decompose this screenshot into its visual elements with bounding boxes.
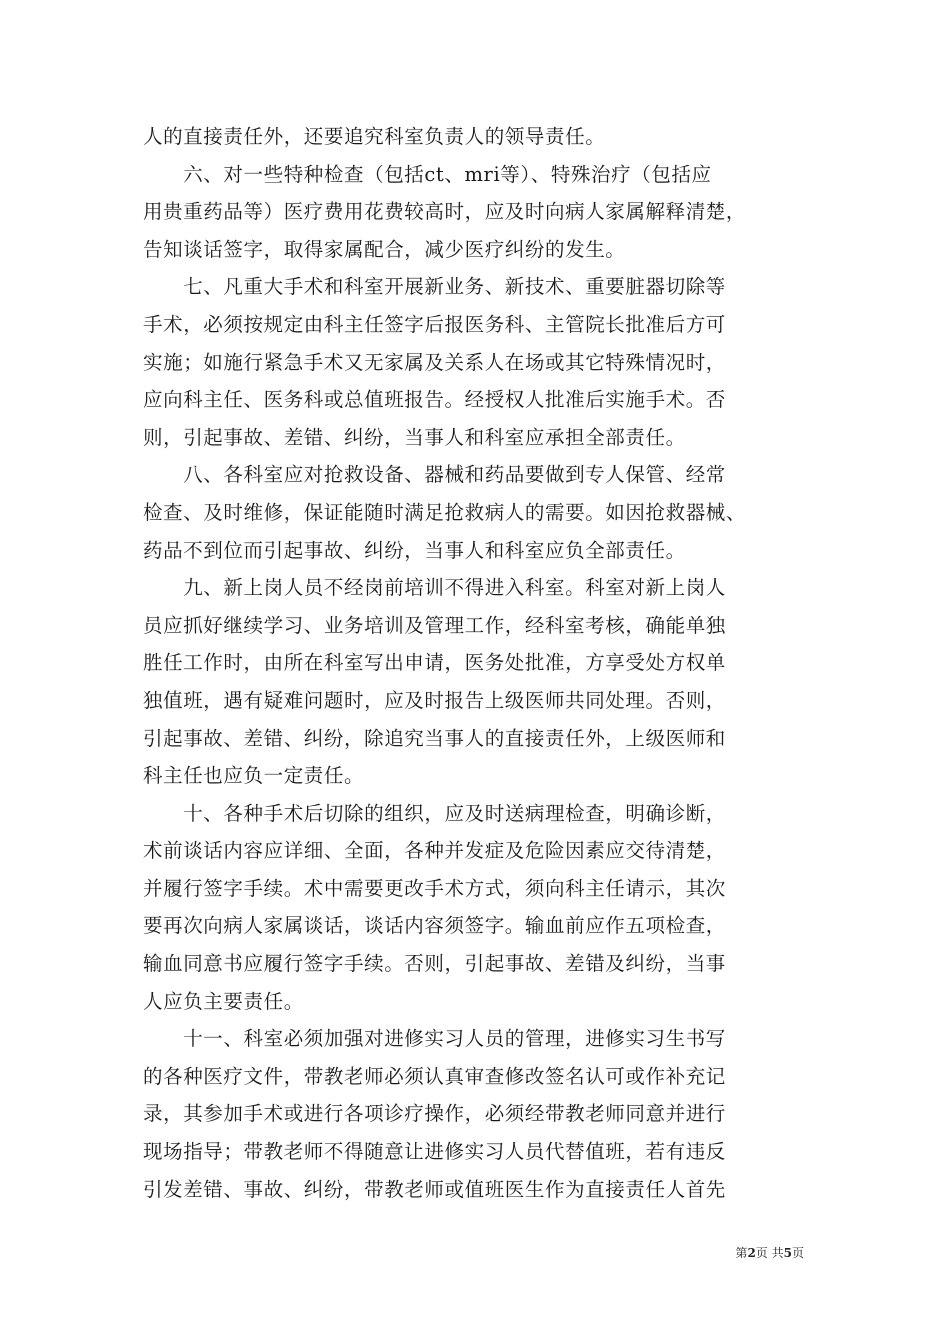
text-line: 术前谈话内容应详细、全面，各种并发症及危险因素应交待清楚，	[143, 839, 726, 863]
total-pages-number: 5	[783, 1246, 792, 1260]
text-line: 十一、科室必须加强对进修实习人员的管理，进修实习生书写	[143, 1027, 726, 1051]
text-line: 输血同意书应履行签字手续。否则，引起事故、差错及纠纷，当事	[143, 952, 726, 976]
footer-prefix: 第	[735, 1246, 748, 1260]
footer-middle: 页 共	[755, 1246, 784, 1260]
paragraph-item-6	[143, 156, 823, 269]
text-line: 现场指导；带教老师不得随意让进修实习人员代替值班，若有违反	[143, 1140, 726, 1164]
text-line: 录，其参加手术或进行各项诊疗操作，必须经带教老师同意并进行	[143, 1102, 726, 1126]
paragraph-item-7	[143, 268, 823, 456]
text-line: 九、新上岗人员不经岗前培训不得进入科室。科室对新上岗人	[143, 576, 726, 600]
text-line: 员应抓好继续学习、业务培训及管理工作，经科室考核，确能单独	[143, 613, 726, 637]
text-line: 引发差错、事故、纠纷，带教老师或值班医生作为直接责任人首先	[143, 1177, 726, 1201]
footer-suffix: 页	[791, 1246, 804, 1260]
paragraph-continuation	[143, 118, 823, 156]
paragraph-item-11	[143, 1020, 823, 1208]
text-line: 七、凡重大手术和科室开展新业务、新技术、重要脏器切除等	[143, 275, 726, 299]
text-line: 引起事故、差错、纠纷，除追究当事人的直接责任外，上级医师和	[143, 726, 726, 750]
text-line: 胜任工作时，由所在科室写出申请，医务处批准，方享受处方权单	[143, 651, 726, 675]
text-line: 科主任也应负一定责任。	[143, 764, 365, 788]
paragraph-item-9	[143, 569, 823, 795]
text-line: 实施；如施行紧急手术又无家属及关系人在场或其它特殊情况时，	[143, 350, 726, 374]
document-body	[143, 118, 823, 1208]
current-page-number: 2	[747, 1246, 756, 1260]
text-line: 手术，必须按规定由科主任签字后报医务科、主管院长批准后方可	[143, 312, 726, 336]
text-line: 应向科主任、医务科或总值班报告。经授权人批准后实施手术。否	[143, 388, 726, 412]
text-line: 用贵重药品等）医疗费用花费较高时，应及时向病人家属解释清楚，	[143, 200, 747, 224]
text-line: 人的直接责任外，还要追究科室负责人的领导责任。	[143, 125, 606, 148]
text-line: 检查、及时维修，保证能随时满足抢救病人的需要。如因抢救器械、	[143, 500, 747, 524]
text-line: 的各种医疗文件，带教老师必须认真审查修改签名认可或作补充记	[143, 1064, 726, 1088]
text-line: 告知谈话签字，取得家属配合，减少医疗纠纷的发生。	[143, 237, 626, 261]
text-line: 独值班，遇有疑难问题时，应及时报告上级医师共同处理。否则，	[143, 688, 726, 712]
text-line: 药品不到位而引起事故、纠纷，当事人和科室应负全部责任。	[143, 538, 686, 562]
text-line: 六、对一些特种检查（包括ct、mri等）、特殊治疗（包括应	[143, 162, 712, 186]
text-line: 要再次向病人家属谈话，谈话内容须签字。输血前应作五项检查，	[143, 914, 726, 938]
paragraph-item-8	[143, 456, 823, 569]
page-footer	[735, 1244, 804, 1261]
text-line: 并履行签字手续。术中需要更改手术方式，须向科主任请示，其次	[143, 876, 726, 900]
text-line: 八、各科室应对抢救设备、器械和药品要做到专人保管、经常	[143, 463, 726, 487]
text-line: 则，引起事故、差错、纠纷，当事人和科室应承担全部责任。	[143, 425, 686, 449]
text-line: 人应负主要责任。	[143, 989, 304, 1013]
text-line: 十、各种手术后切除的组织，应及时送病理检查，明确诊断，	[143, 801, 726, 825]
paragraph-item-10	[143, 795, 823, 1021]
